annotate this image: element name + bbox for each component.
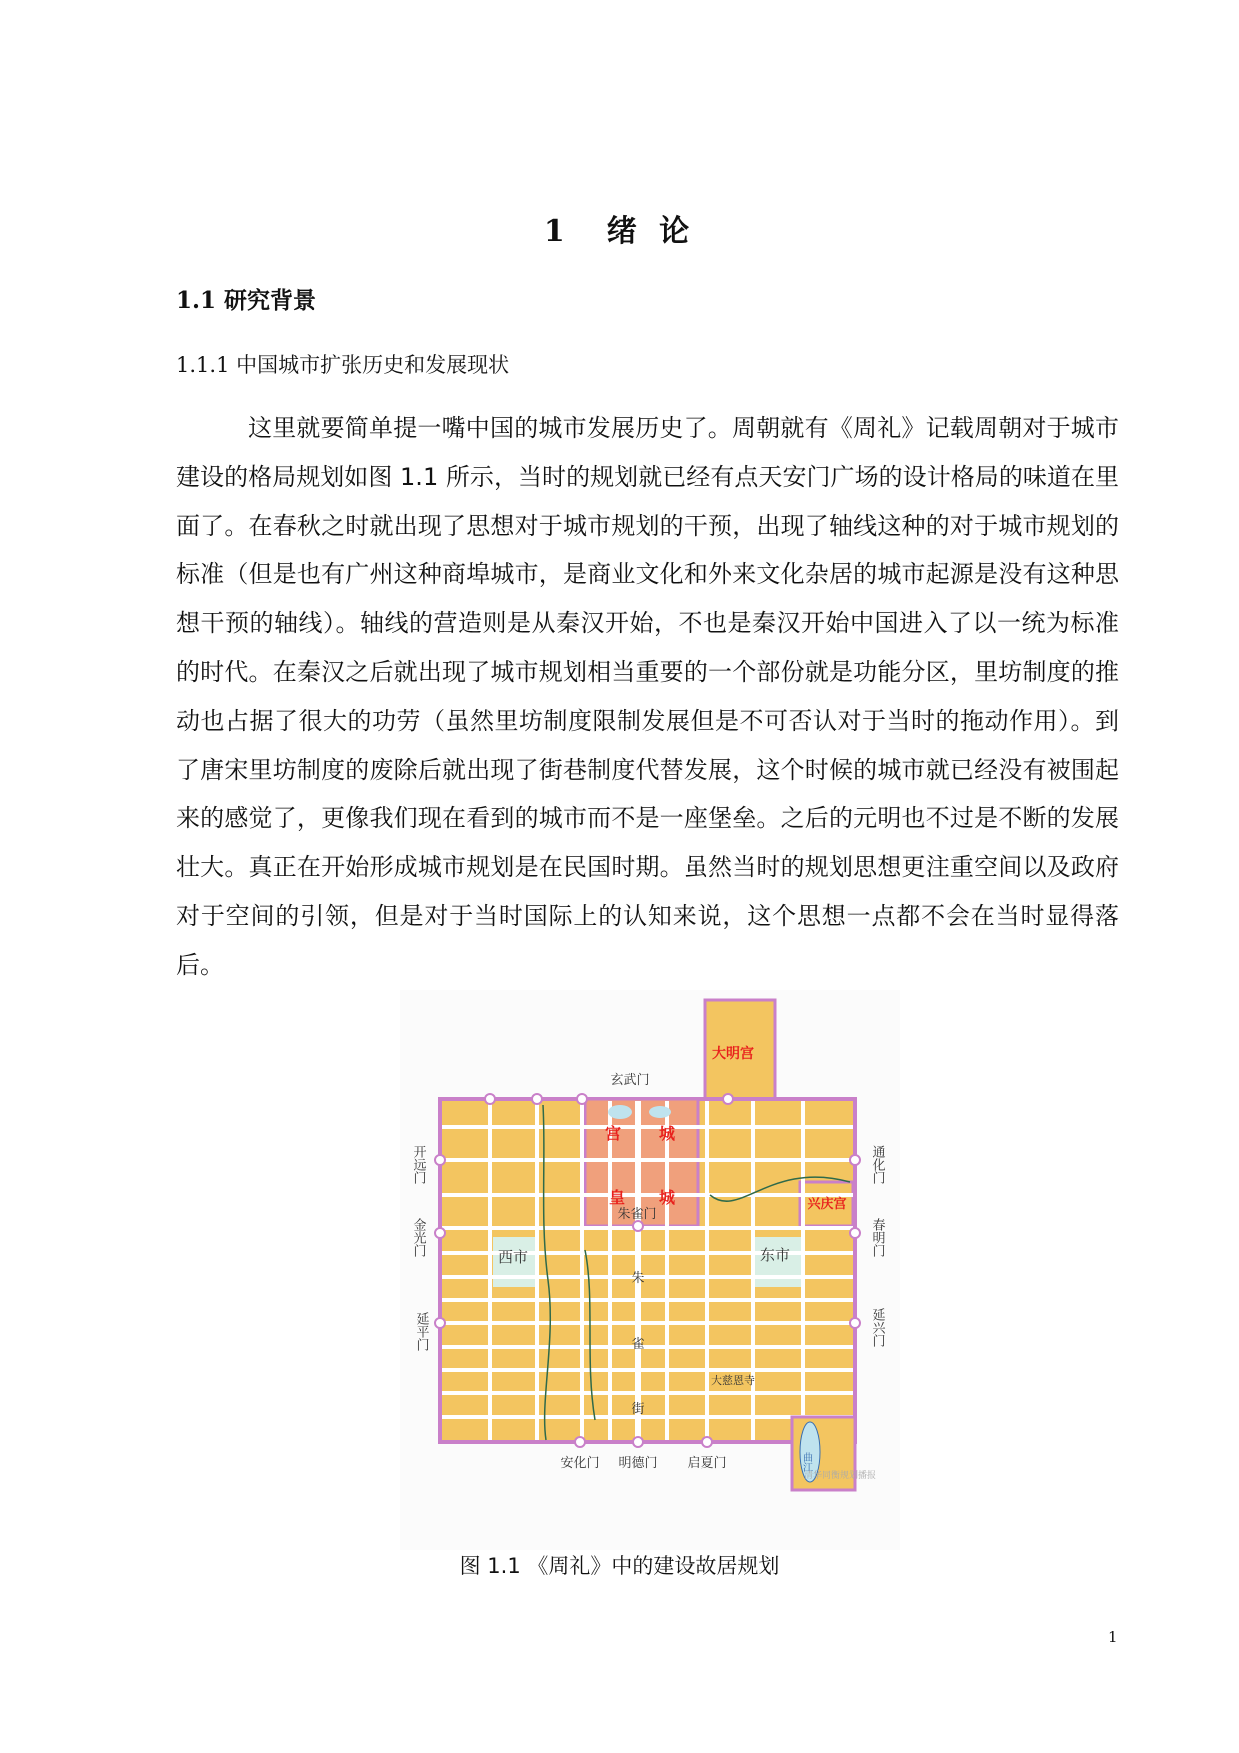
label-qixia-gate: 启夏门	[687, 1456, 727, 1471]
city-gate-marker	[633, 1221, 643, 1231]
city-gate-marker	[435, 1318, 445, 1328]
label-zhuque-street-2: 雀	[631, 1337, 645, 1352]
label-yanxing-gate: 延兴门	[869, 1308, 885, 1347]
label-imperial-city-1: 皇	[608, 1188, 626, 1207]
label-anhua-gate: 安化门	[560, 1456, 600, 1471]
label-palace-city-2: 城	[658, 1124, 676, 1143]
city-gate-marker	[435, 1155, 445, 1165]
palace-pond-west	[608, 1105, 632, 1119]
city-gate-marker	[850, 1228, 860, 1238]
label-tonghua-gate: 通化门	[869, 1145, 885, 1184]
figure-city-plan-map	[400, 990, 900, 1550]
city-gate-marker	[435, 1228, 445, 1238]
label-zhuque-street-1: 朱	[631, 1271, 645, 1286]
figure-caption: 图 1.1 《周礼》中的建设故居规划	[459, 1554, 780, 1578]
label-kaiyuan-gate: 开远门	[410, 1145, 426, 1184]
watermark: 清华同衡规划播报	[803, 1471, 877, 1481]
label-imperial-city-2: 城	[658, 1188, 676, 1207]
label-chunming-gate: 春明门	[869, 1218, 885, 1257]
page-number: 1	[1108, 1628, 1118, 1646]
city-gate-marker	[577, 1094, 587, 1104]
city-gate-marker	[702, 1437, 712, 1447]
label-dacien-temple: 大慈恩寺	[711, 1374, 755, 1387]
city-gate-marker	[723, 1094, 733, 1104]
label-xingqing-palace: 兴庆宫	[807, 1197, 847, 1212]
label-east-market: 东市	[759, 1246, 791, 1264]
label-west-market: 西市	[497, 1248, 529, 1266]
label-yanping-gate: 延平门	[413, 1312, 429, 1351]
body-paragraph: 这里就要简单提一嘴中国的城市发展历史了。周朝就有《周礼》记载周朝对于城市建设的格局规划如图 1.1 所示，当时的规划就已经有点天安门广场的设计格局的味道在里面了。在春秋之时就出现了思想对于城市规划的干预，出现了轴线这种的对于城市规划的标准（但是也有广州这种商埠城市，是商业文化和外来文化杂居的城市起源是没有这种思想干预的轴线）。轴线的营造则是从秦汉开始，不也是秦汉开始中国进入了以一统为标准的时代。在秦汉之后就出现了城市规划相当重要的一个部份就是功能分区，里坊制度的推动也占据了很大的功劳（虽然里坊制度限制发展但是不可否认对于当时的拖动作用）。到了唐宋里坊制度的废除后就出现了街巷制度代替发展，这个时候的城市就已经没有被围起来的感觉了，更像我们现在看到的城市而不是一座堡垒。之后的元明也不过是不断的发展壮大。真正在开始形成城市规划是在民国时期。虽然当时的规划思想更注重空间以及政府对于空间的引领，但是对于当时国际上的认知来说，这个思想一点都不会在当时显得落后。	[176, 414, 1119, 979]
label-xuanwu-gate: 玄武门	[610, 1073, 650, 1088]
label-zhuque-gate: 朱雀门	[617, 1207, 657, 1222]
label-palace-city-1: 宫	[604, 1124, 622, 1143]
label-zhuque-street-3: 街	[631, 1402, 645, 1417]
palace-pond-east	[649, 1106, 671, 1118]
label-mingde-gate: 明德门	[618, 1456, 658, 1471]
city-gate-marker	[850, 1318, 860, 1328]
city-gate-marker	[532, 1094, 542, 1104]
subsection-title: 1.1.1 中国城市扩张历史和发展现状	[176, 353, 510, 377]
label-jinguang-gate: 金光门	[410, 1218, 426, 1257]
section-title: 1.1 研究背景	[176, 287, 317, 314]
chapter-title: 1 绪 论	[543, 214, 696, 249]
label-daming-palace: 大明宫	[712, 1046, 754, 1062]
label-qujiang: 曲江	[800, 1452, 812, 1472]
city-gate-marker	[575, 1437, 585, 1447]
city-gate-marker	[850, 1155, 860, 1165]
city-gate-marker	[485, 1094, 495, 1104]
city-gate-marker	[633, 1437, 643, 1447]
